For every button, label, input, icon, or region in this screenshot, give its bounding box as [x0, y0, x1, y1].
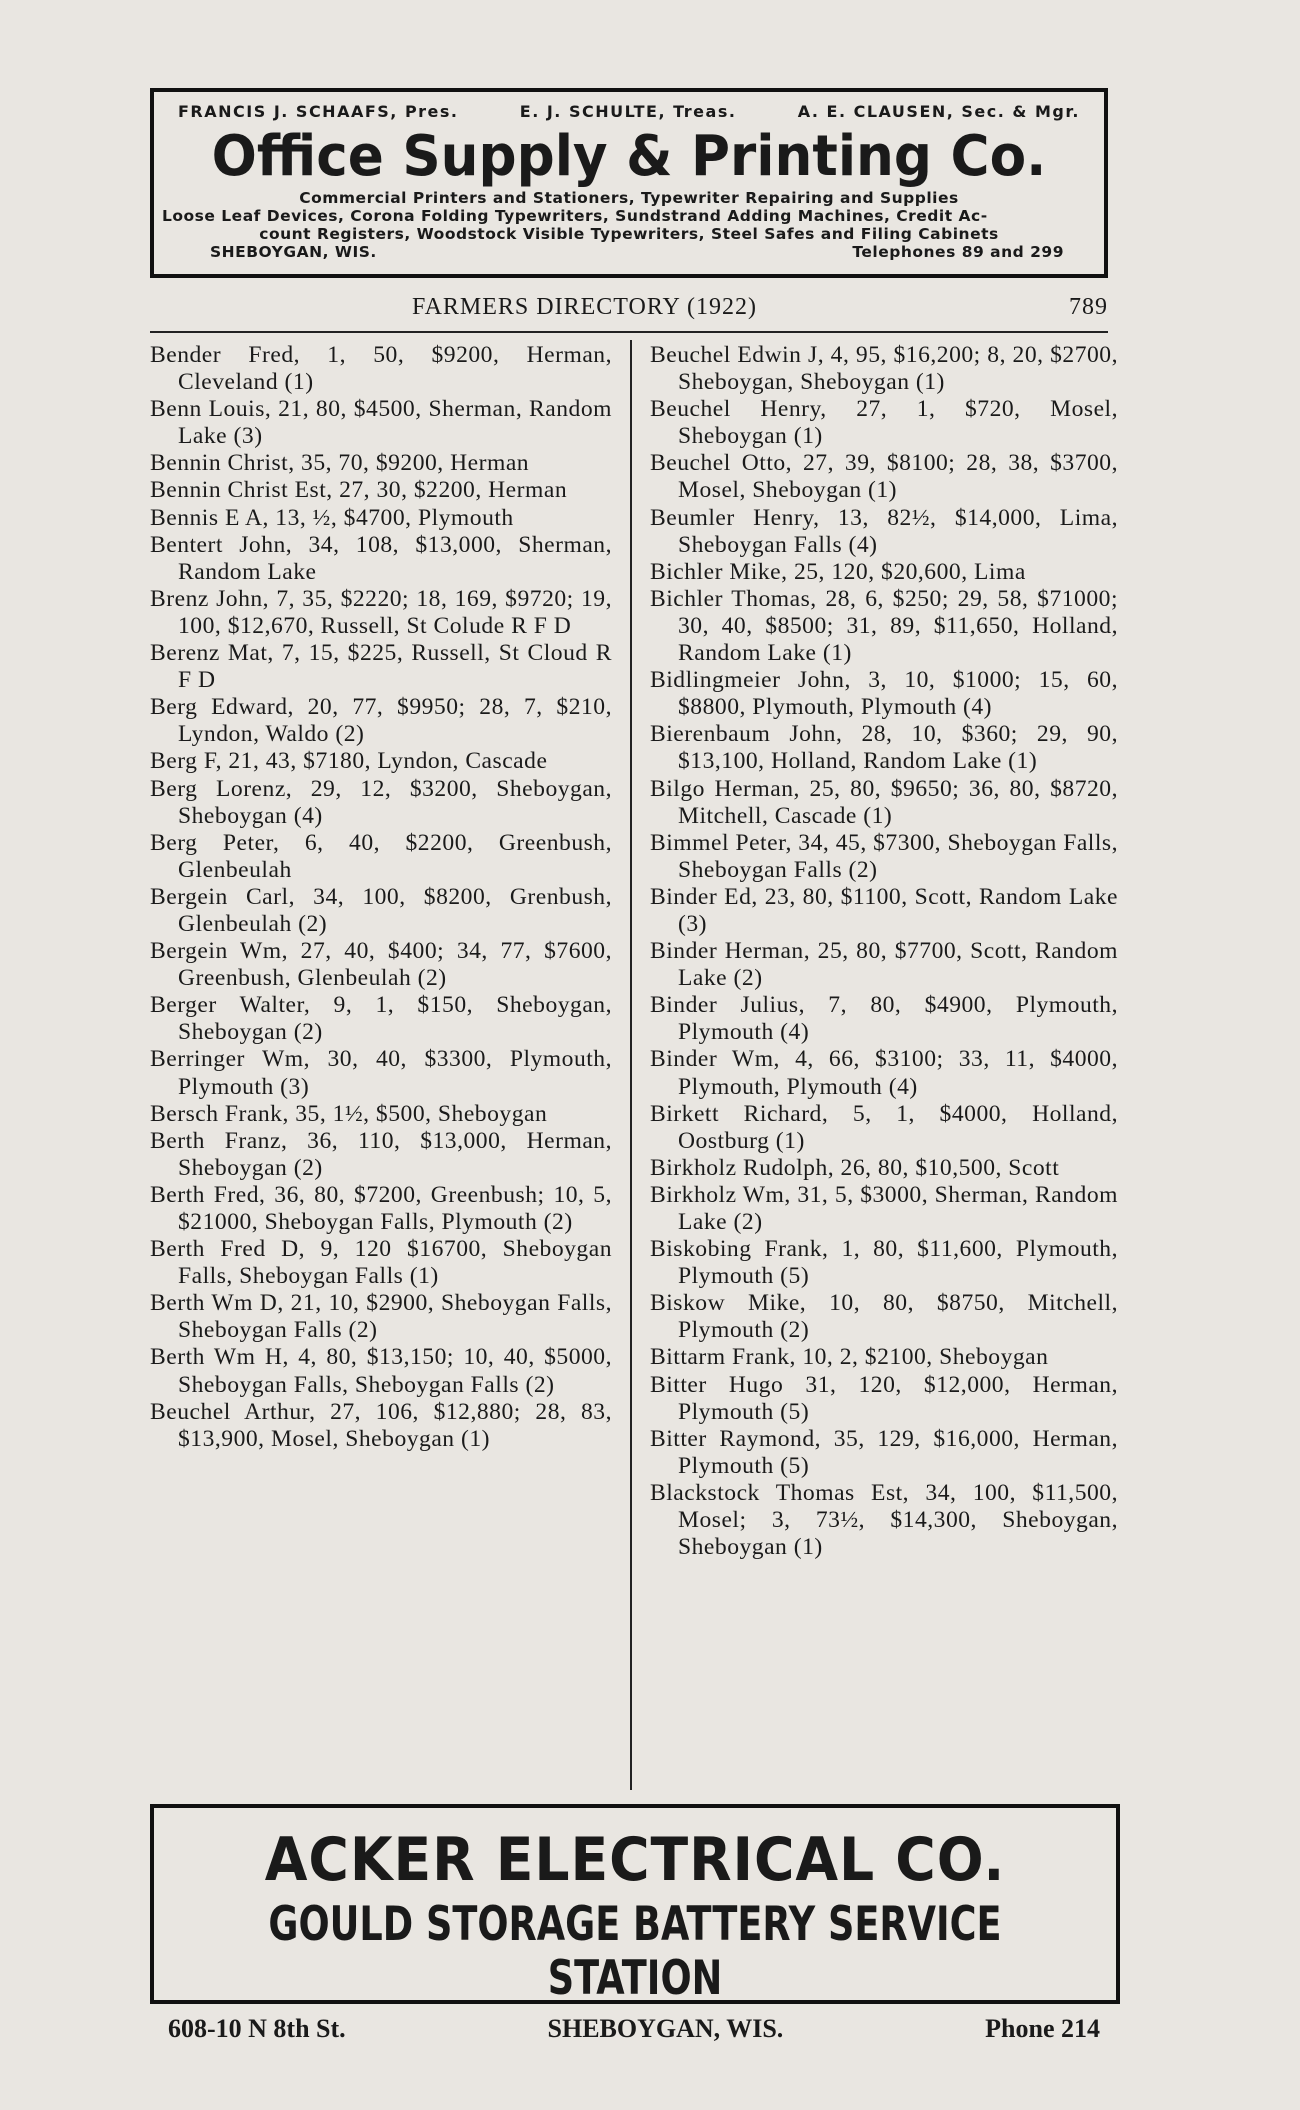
ad2-address: 608-10 N 8th St.: [168, 2014, 346, 2043]
directory-entry: Binder Ed, 23, 80, $1100, Scott, Random Lake (3): [650, 883, 1118, 937]
ad-company-name: Office Supply & Printing Co.: [211, 124, 1047, 189]
directory-title: FARMERS DIRECTORY (1922): [412, 294, 757, 320]
ad2-footer: [154, 2006, 1116, 2044]
directory-entry: Bersch Frank, 35, 1½, $500, Sheboygan: [150, 1100, 548, 1127]
directory-entry: Beuchel Edwin J, 4, 95, $16,200; 8, 20, $2700, Sheboygan, Sheboygan (1): [650, 342, 1118, 396]
directory-entry: Berth Fred, 36, 80, $7200, Greenbush; 10, 5, $21000, Sheboygan Falls, Plymouth (2): [150, 1181, 612, 1235]
directory-entry: Bennin Christ Est, 27, 30, $2200, Herman: [150, 477, 568, 504]
directory-entry: Beuchel Henry, 27, 1, $720, Mosel, Sheboygan (1): [650, 396, 1118, 450]
secretary: A. E. CLAUSEN, Sec. & Mgr.: [797, 102, 1080, 121]
directory-entry: Birkholz Rudolph, 26, 80, $10,500, Scott: [650, 1154, 1060, 1181]
directory-entry: Bilgo Herman, 25, 80, $9650; 36, 80, $8720, Mitchell, Cascade (1): [650, 775, 1118, 829]
directory-entry: Berth Fred D, 9, 120 $16700, Sheboygan Falls, Sheboygan Falls (1): [150, 1236, 612, 1290]
directory-entry: Berg Edward, 20, 77, $9950; 28, 7, $210, Lyndon, Waldo (2): [150, 694, 612, 748]
directory-entry: Biskow Mike, 10, 80, $8750, Mitchell, Plymouth (2): [650, 1290, 1118, 1344]
directory-entry: Bichler Thomas, 28, 6, $250; 29, 58, $71000; 30, 40, $8500; 31, 89, $11,650, Holland, Random Lake (1): [650, 585, 1118, 667]
header-rule: [150, 331, 1108, 333]
bottom-advertisement: [150, 1804, 1120, 2043]
directory-entry: Brenz John, 7, 35, $2220; 18, 169, $9720; 19, 100, $12,670, Russell, St Colude R F D: [150, 585, 612, 639]
directory-entry: Berth Franz, 36, 110, $13,000, Herman, Sheboygan (2): [150, 1127, 612, 1181]
directory-entry: Blackstock Thomas Est, 34, 100, $11,500, Mosel; 3, 73½, $14,300, Sheboygan, Sheboygan (1): [650, 1479, 1118, 1561]
directory-entry: Benn Louis, 21, 80, $4500, Sherman, Random Lake (3): [150, 396, 612, 450]
ad-phones: Telephones 89 and 299: [852, 243, 1064, 261]
directory-entry: Bitter Raymond, 35, 129, $16,000, Herman, Plymouth (5): [650, 1425, 1118, 1479]
directory-entry: Binder Julius, 7, 80, $4900, Plymouth, Plymouth (4): [650, 992, 1118, 1046]
ad-services: [162, 189, 1088, 261]
ad2-tagline: GOULD STORAGE BATTERY SERVICE STATION: [268, 1897, 1002, 2006]
directory-entry: Berg Peter, 6, 40, $2200, Greenbush, Glenbeulah: [150, 829, 612, 883]
directory-entry: Bichler Mike, 25, 120, $20,600, Lima: [650, 558, 1026, 585]
directory-entry: Bentert John, 34, 108, $13,000, Sherman, Random Lake: [150, 531, 612, 585]
directory-entry: Berringer Wm, 30, 40, $3300, Plymouth, Plymouth (3): [150, 1046, 612, 1100]
directory-entry: Berth Wm H, 4, 80, $13,150; 10, 40, $5000, Sheboygan Falls, Sheboygan Falls (2): [150, 1344, 612, 1398]
directory-entry: Binder Wm, 4, 66, $3100; 33, 11, $4000, Plymouth, Plymouth (4): [650, 1046, 1118, 1100]
ad-contact-row: [170, 243, 1088, 261]
ad-line-2: Loose Leaf Devices, Corona Folding Typewriters, Sundstrand Adding Machines, Credit Ac-: [162, 207, 988, 225]
directory-entry: Bennin Christ, 35, 70, $9200, Herman: [150, 450, 530, 477]
directory-entry: Birkholz Wm, 31, 5, $3000, Sherman, Random Lake (2): [650, 1181, 1118, 1235]
directory-entry: Berg Lorenz, 29, 12, $3200, Sheboygan, Sheboygan (4): [150, 775, 612, 829]
directory-entry: Bergein Wm, 27, 40, $400; 34, 77, $7600, Greenbush, Glenbeulah (2): [150, 938, 612, 992]
president: FRANCIS J. SCHAAFS, Pres.: [178, 102, 459, 121]
directory-entry: Biskobing Frank, 1, 80, $11,600, Plymouth, Plymouth (5): [650, 1236, 1118, 1290]
page-number: 789: [1069, 294, 1108, 320]
ad2-company-name: ACKER ELECTRICAL CO.: [264, 1825, 1006, 1895]
ad-line-3: count Registers, Woodstock Visible Typewriters, Steel Safes and Filing Cabinets: [259, 225, 999, 243]
ad2-city: SHEBOYGAN, WIS.: [547, 2014, 784, 2043]
directory-entry: Berger Walter, 9, 1, $150, Sheboygan, Sheboygan (2): [150, 992, 612, 1046]
treasurer: E. J. SCHULTE, Treas.: [519, 102, 737, 121]
column-divider: [630, 340, 632, 1790]
directory-entry: Bimmel Peter, 34, 45, $7300, Sheboygan Falls, Sheboygan Falls (2): [650, 829, 1118, 883]
directory-entry: Bennis E A, 13, ½, $4700, Plymouth: [150, 504, 514, 531]
officers-line: [170, 102, 1088, 121]
ad2-phone: Phone 214: [985, 2014, 1100, 2043]
ad-city: SHEBOYGAN, WIS.: [210, 243, 377, 261]
ad-line-1: Commercial Printers and Stationers, Typewriter Repairing and Supplies: [299, 189, 959, 207]
directory-entry: Berg F, 21, 43, $7180, Lyndon, Cascade: [150, 748, 548, 775]
directory-entry: Bidlingmeier John, 3, 10, $1000; 15, 60, $8800, Plymouth, Plymouth (4): [650, 667, 1118, 721]
directory-entry: Berenz Mat, 7, 15, $225, Russell, St Cloud R F D: [150, 640, 612, 694]
directory-entry: Beuchel Arthur, 27, 106, $12,880; 28, 83, $13,900, Mosel, Sheboygan (1): [150, 1398, 612, 1452]
right-column: [650, 342, 1118, 1561]
directory-entry: Bierenbaum John, 28, 10, $360; 29, 90, $13,100, Holland, Random Lake (1): [650, 721, 1118, 775]
left-column: [150, 342, 612, 1453]
directory-entry: Bittarm Frank, 10, 2, $2100, Sheboygan: [650, 1344, 1049, 1371]
running-header: [150, 290, 1108, 326]
directory-entry: Beumler Henry, 13, 82½, $14,000, Lima, Sheboygan Falls (4): [650, 504, 1118, 558]
directory-entry: Birkett Richard, 5, 1, $4000, Holland, Oostburg (1): [650, 1100, 1118, 1154]
directory-entry: Bergein Carl, 34, 100, $8200, Grenbush, Glenbeulah (2): [150, 883, 612, 937]
directory-entry: Berth Wm D, 21, 10, $2900, Sheboygan Falls, Sheboygan Falls (2): [150, 1290, 612, 1344]
directory-entry: Beuchel Otto, 27, 39, $8100; 28, 38, $3700, Mosel, Sheboygan (1): [650, 450, 1118, 504]
directory-entry: Bender Fred, 1, 50, $9200, Herman, Cleveland (1): [150, 342, 612, 396]
directory-entry: Binder Herman, 25, 80, $7700, Scott, Random Lake (2): [650, 938, 1118, 992]
top-advertisement: [150, 88, 1108, 278]
directory-entry: Bitter Hugo 31, 120, $12,000, Herman, Plymouth (5): [650, 1371, 1118, 1425]
